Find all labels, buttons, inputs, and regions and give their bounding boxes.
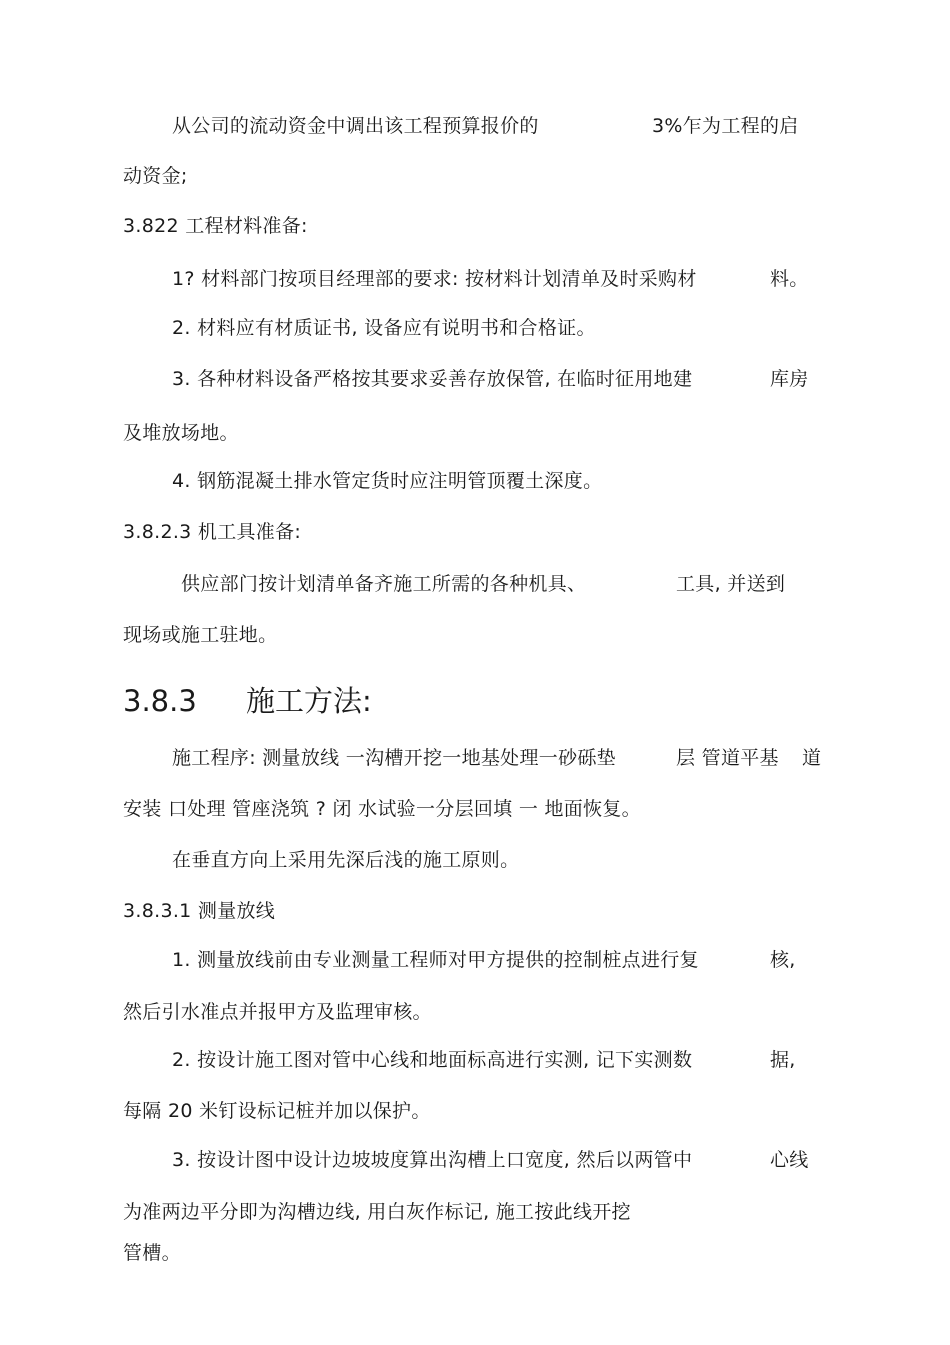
paragraph-line: 道	[802, 747, 822, 769]
list-item-line: 然后引水准点并报甲方及监理审核。	[123, 1001, 432, 1023]
list-item-line: 3. 各种材料设备严格按其要求妥善存放保管, 在临时征用地建	[172, 368, 693, 390]
list-item-line: 心线	[770, 1149, 809, 1171]
list-item-line: 1. 测量放线前由专业测量工程师对甲方提供的控制桩点进行复	[172, 949, 699, 971]
paragraph-line: 工具, 并送到	[676, 573, 786, 595]
paragraph-line: 安装 口处理 管座浇筑 ? 闭 水试验一分层回填 一 地面恢复。	[123, 798, 641, 820]
section-heading: 3.8.2.3 机工具准备:	[123, 521, 302, 543]
list-item-line: 2. 按设计施工图对管中心线和地面标高进行实测, 记下实测数	[172, 1049, 693, 1071]
list-item-line: 1? 材料部门按项目经理部的要求: 按材料计划清单及时采购材	[172, 268, 697, 290]
list-item-line: 每隔 20 米钉设标记桩并加以保护。	[123, 1100, 431, 1122]
list-item-line: 料。	[770, 268, 809, 290]
list-item-line: 管槽。	[123, 1242, 181, 1264]
paragraph-line: 3%乍为工程的启	[652, 115, 799, 137]
paragraph-line: 供应部门按计划清单备齐施工所需的各种机具、	[181, 573, 587, 595]
list-item-line: 据,	[770, 1049, 796, 1071]
paragraph-line: 层 管道平基	[676, 747, 779, 769]
list-item-line: 2. 材料应有材质证书, 设备应有说明书和合格证。	[172, 317, 596, 339]
chapter-heading-title: 施工方法:	[246, 684, 372, 718]
paragraph-line: 动资金;	[123, 165, 188, 187]
list-item-line: 库房	[770, 368, 809, 390]
paragraph-line: 施工程序: 测量放线 一沟槽开挖一地基处理一砂砾垫	[172, 747, 616, 769]
chapter-heading-number: 3.8.3	[123, 684, 197, 718]
section-heading: 3.8.3.1 测量放线	[123, 900, 276, 922]
paragraph-line: 从公司的流动资金中调出该工程预算报价的	[172, 115, 539, 137]
section-heading: 3.822 工程材料准备:	[123, 215, 308, 237]
list-item-line: 核,	[770, 949, 796, 971]
list-item-line: 为准两边平分即为沟槽边线, 用白灰作标记, 施工按此线开挖	[123, 1201, 631, 1223]
list-item-line: 及堆放场地。	[123, 422, 239, 444]
paragraph-line: 现场或施工驻地。	[123, 624, 278, 646]
list-item-line: 4. 钢筋混凝土排水管定货时应注明管顶覆土深度。	[172, 470, 603, 492]
paragraph-line: 在垂直方向上采用先深后浅的施工原则。	[172, 849, 520, 871]
list-item-line: 3. 按设计图中设计边坡坡度算出沟槽上口宽度, 然后以两管中	[172, 1149, 693, 1171]
